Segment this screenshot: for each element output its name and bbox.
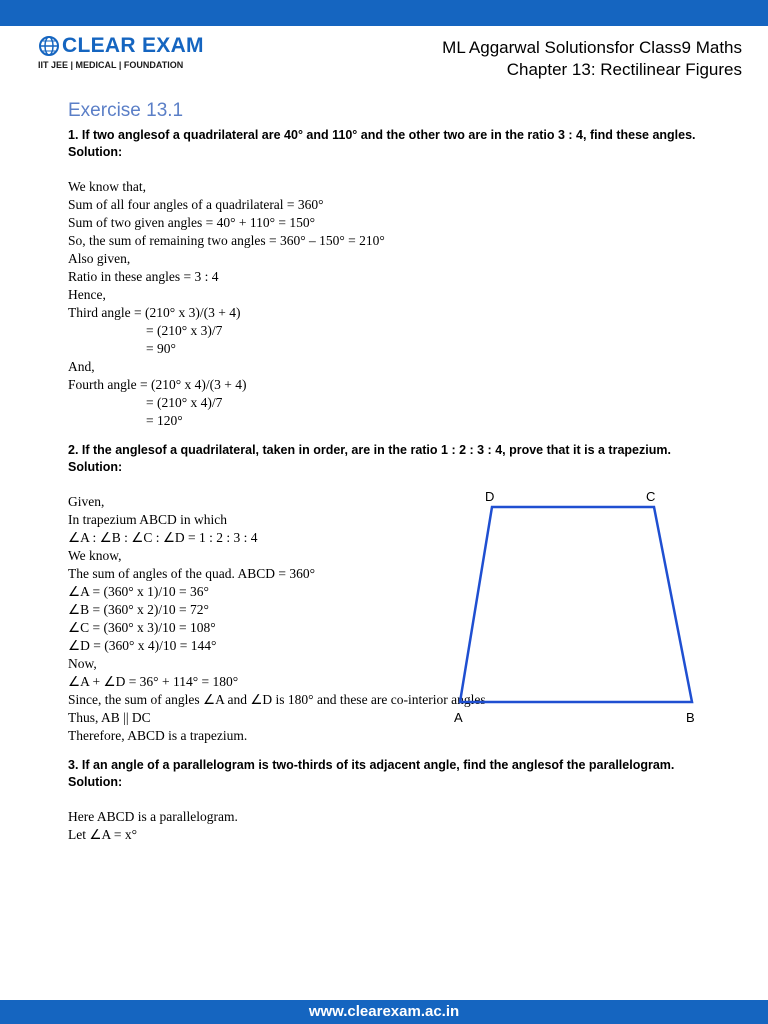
footer-url[interactable]: www.clearexam.ac.in <box>308 1003 460 1020</box>
solution-line: We know, <box>68 548 122 563</box>
question-2: 2. If the anglesof a quadrilateral, taken in order, are in the ratio 1 : 2 : 3 : 4, prove that it is a trapezium. <box>68 443 671 457</box>
solution-line: Since, the sum of angles ∠A and ∠D is 180° and these are co-interior angles <box>68 692 486 707</box>
document-header <box>442 37 742 81</box>
question-3: 3. If an angle of a parallelogram is two-thirds of its adjacent angle, find the anglesof the parallelogram. <box>68 758 675 772</box>
solution-line: So, the sum of remaining two angles = 360° – 150° = 210° <box>68 233 385 248</box>
solution-line: Now, <box>68 656 97 671</box>
solution-label: Solution: <box>68 145 123 159</box>
solution-line: Let ∠A = x° <box>68 827 137 842</box>
book-title: ML Aggarwal Solutionsfor Class9 Maths <box>442 38 742 57</box>
solution-line: Also given, <box>68 251 131 266</box>
solution-line: We know that, <box>68 179 147 194</box>
solution-line: ∠C = (360° x 3)/10 = 108° <box>68 620 216 635</box>
footer-banner <box>0 1000 768 1024</box>
exercise-title: Exercise 13.1 <box>68 100 184 121</box>
vertex-label-c: C <box>646 489 656 504</box>
vertex-label-b: B <box>686 710 695 725</box>
vertex-label-d: D <box>485 489 495 504</box>
vertex-label-a: A <box>454 710 463 725</box>
solution-line: ∠D = (360° x 4)/10 = 144° <box>68 638 217 653</box>
logo-subtitle: IIT JEE | MEDICAL | FOUNDATION <box>38 60 184 70</box>
solution-line: ∠A + ∠D = 36° + 114° = 180° <box>68 674 239 689</box>
solution-label: Solution: <box>68 460 123 474</box>
solution-line: Here ABCD is a parallelogram. <box>68 809 238 824</box>
top-banner <box>0 0 768 26</box>
solution-line: Ratio in these angles = 3 : 4 <box>68 269 219 284</box>
solution-line: Sum of all four angles of a quadrilateral = 360° <box>68 197 324 212</box>
solution-label: Solution: <box>68 775 123 789</box>
solution-line: The sum of angles of the quad. ABCD = 360° <box>68 566 315 581</box>
solution-line: = 90° <box>146 341 176 356</box>
solution-line: = (210° x 4)/7 <box>146 395 223 410</box>
solution-line: Sum of two given angles = 40° + 110° = 150° <box>68 215 316 230</box>
solution-line: Therefore, ABCD is a trapezium. <box>68 728 248 743</box>
solution-line: Third angle = (210° x 3)/(3 + 4) <box>68 305 241 320</box>
globe-icon <box>38 35 60 57</box>
solution-line: Thus, AB || DC <box>68 710 151 725</box>
solution-line: = (210° x 3)/7 <box>146 323 223 338</box>
solution-line: = 120° <box>146 413 183 428</box>
solution-line: ∠A : ∠B : ∠C : ∠D = 1 : 2 : 3 : 4 <box>68 530 258 545</box>
solution-line: Fourth angle = (210° x 4)/(3 + 4) <box>68 377 247 392</box>
solution-line: ∠B = (360° x 2)/10 = 72° <box>68 602 209 617</box>
solution-line: Given, <box>68 494 105 509</box>
solution-line: In trapezium ABCD in which <box>68 512 227 527</box>
trapezium-shape <box>460 507 692 702</box>
solution-line: ∠A = (360° x 1)/10 = 36° <box>68 584 209 599</box>
trapezium-figure <box>450 486 710 726</box>
solution-line: Hence, <box>68 287 106 302</box>
logo <box>38 34 204 70</box>
logo-text: CLEAR EXAM <box>62 34 204 57</box>
chapter-title: Chapter 13: Rectilinear Figures <box>506 60 742 79</box>
question-1: 1. If two anglesof a quadrilateral are 40° and 110° and the other two are in the ratio 3 : 4, find these angles. <box>68 128 696 142</box>
solution-line: And, <box>68 359 95 374</box>
